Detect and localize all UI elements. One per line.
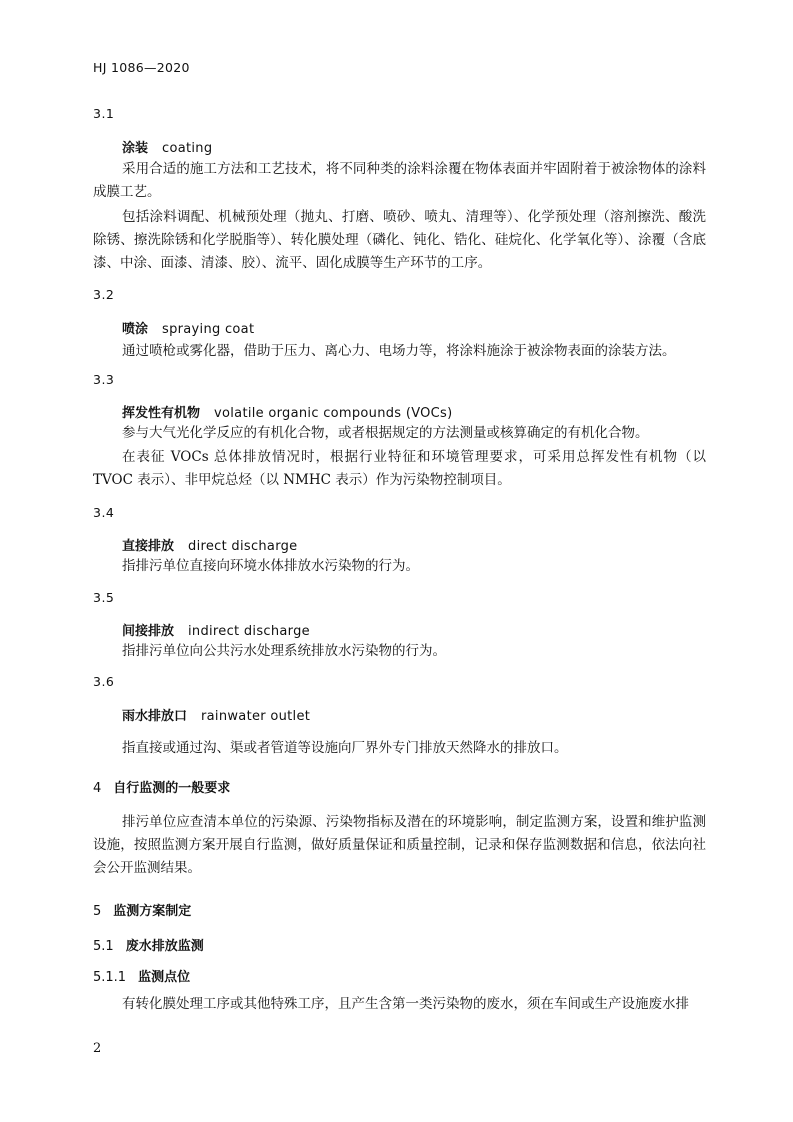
definition-paragraph: 采用合适的施工方法和工艺技术，将不同种类的涂料涂覆在物体表面并牢固附着于被涂物体的涂料成膜工艺。 [93, 161, 706, 200]
term-zh: 喷涂 [122, 322, 149, 337]
term-heading [122, 620, 310, 639]
definition-paragraph: 指排污单位向公共污水处理系统排放水污染物的行为。 [122, 643, 446, 659]
term-zh: 挥发性有机物 [122, 406, 201, 421]
section-title: 监测点位 [138, 970, 191, 985]
section-heading [93, 900, 191, 919]
page-number: 2 [93, 1041, 102, 1056]
subsection-heading [93, 935, 204, 954]
section-title: 自行监测的一般要求 [113, 781, 231, 796]
definition-paragraph: 包括涂料调配、机械预处理（抛丸、打磨、喷砂、喷丸、清理等）、化学预处理（溶剂擦洗、酸洗除锈、擦洗除锈和化学脱脂等）、转化膜处理（磷化、钝化、锆化、硅烷化、化学氧化等）、涂覆（含底漆、中涂、面漆、清漆、胶）、流平、固化成膜等生产环节的工序。 [93, 209, 706, 271]
clause-number: 3.4 [93, 505, 115, 520]
clause-number: 3.3 [93, 372, 115, 387]
section-title: 监测方案制定 [113, 904, 192, 919]
clause-number: 3.2 [93, 287, 115, 302]
subsection-heading [93, 966, 190, 985]
clause-number: 3.1 [93, 106, 115, 121]
term-zh: 涂装 [122, 141, 149, 156]
definition-paragraph: 通过喷枪或雾化器，借助于压力、离心力、电场力等，将涂料施涂于被涂物表面的涂装方法。 [122, 343, 676, 359]
term-en: rainwater outlet [201, 709, 311, 724]
section-paragraph: 有转化膜处理工序或其他特殊工序，且产生含第一类污染物的废水，须在车间或生产设施废水排 [122, 996, 689, 1012]
term-heading [122, 137, 212, 156]
term-heading [122, 705, 310, 724]
term-zh: 雨水排放口 [122, 709, 188, 724]
section-number: 5.1 [93, 939, 114, 954]
term-heading [122, 402, 453, 421]
clause-number: 3.5 [93, 590, 115, 605]
term-zh: 间接排放 [122, 624, 175, 639]
term-en: volatile organic compounds (VOCs) [214, 406, 453, 421]
term-zh: 直接排放 [122, 539, 175, 554]
term-heading [122, 318, 254, 337]
definition-paragraph: 指直接或通过沟、渠或者管道等设施向厂界外专门排放天然降水的排放口。 [122, 740, 568, 756]
definition-paragraph: 参与大气光化学反应的有机化合物，或者根据规定的方法测量或核算确定的有机化合物。 [122, 425, 649, 441]
section-number: 5 [93, 904, 102, 919]
section-number: 5.1.1 [93, 970, 127, 985]
term-en: indirect discharge [188, 624, 310, 639]
document-code: HJ 1086—2020 [93, 60, 190, 75]
section-number: 4 [93, 781, 102, 796]
term-heading [122, 535, 297, 554]
term-en: coating [162, 141, 213, 156]
section-title: 废水排放监测 [125, 939, 204, 954]
section-heading [93, 777, 230, 796]
term-en: direct discharge [188, 539, 298, 554]
clause-number: 3.6 [93, 674, 115, 689]
definition-paragraph: 在表征 VOCs 总体排放情况时，根据行业特征和环境管理要求，可采用总挥发性有机物（以 TVOC 表示）、非甲烷总烃（以 NMHC 表示）作为污染物控制项目。 [93, 449, 706, 488]
section-paragraph: 排污单位应查清本单位的污染源、污染物指标及潜在的环境影响，制定监测方案，设置和维护监测设施，按照监测方案开展自行监测，做好质量保证和质量控制，记录和保存监测数据和信息，依法向社会公开监测结果。 [93, 814, 706, 876]
definition-paragraph: 指排污单位直接向环境水体排放水污染物的行为。 [122, 558, 419, 574]
term-en: spraying coat [162, 322, 255, 337]
